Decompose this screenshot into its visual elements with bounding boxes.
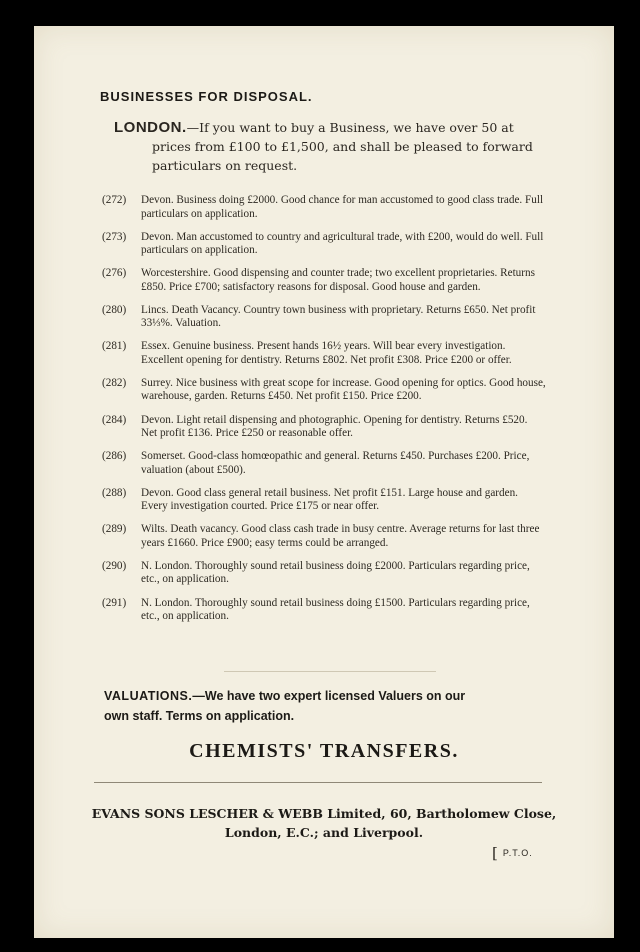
listing-item [102,340,546,367]
listing-number: (289) [102,523,127,536]
listing-item [102,414,546,441]
valuations-line-2: own staff. Terms on application. [104,709,295,723]
listing-item [102,450,546,477]
listing-text: Devon. Man accustomed to country and agricultural trade, with £200, would do well. Full particulars on application. [141,230,544,257]
listing-text: Somerset. Good-class homœopathic and general. Returns £450. Purchases £200. Price, valuation (about £500). [141,450,530,476]
listing-number: (282) [102,376,127,389]
section-divider-short [224,671,436,672]
business-listings [102,194,546,633]
listing-item [102,377,546,404]
intro-line-1: —If you want to buy a Business, we have over 50 at [186,120,514,135]
listing-text: Devon. Good class general retail business. Net profit £151. Large house and garden. Every investigation courted. Price £175 or near offer. [141,486,518,513]
firm-line-2: London, E.C.; and Liverpool. [224,825,424,840]
chemists-transfers-title: CHEMISTS' TRANSFERS. [189,740,459,762]
page-heading: BUSINESSES FOR DISPOSAL. [100,89,313,104]
listing-text: Essex. Genuine business. Present hands 16½ years. Will bear every investigation. Excellent opening for dentistry. Returns £802. Net profit £308. Price £200 or offer. [141,340,512,366]
listing-number: (284) [102,413,127,426]
valuations-notice [104,686,544,726]
listing-item [102,560,546,587]
listing-number: (272) [102,194,127,206]
pto-text: P.T.O. [502,848,533,858]
listing-number: (291) [102,596,127,609]
listing-number: (290) [102,559,127,572]
listing-item [102,304,546,331]
intro-line-2: prices from £100 to £1,500, and shall be pleased to forward [152,139,533,154]
listing-number: (273) [102,230,127,243]
listing-number: (281) [102,340,127,353]
please-turn-over-note [492,844,533,862]
listing-item [102,267,546,294]
listing-text: Worcestershire. Good dispensing and counter trade; two excellent proprietaries. Returns £850. Price £700; satisfactory reasons for disposal. Good house and garden. [141,267,535,293]
listing-item [102,231,546,258]
listing-text: Lincs. Death Vacancy. Country town business with proprietary. Returns £650. Net profit 33⅓%. Valuation. [141,303,536,330]
listing-text: Surrey. Nice business with great scope for increase. Good opening for optics. Good house, warehouse, garden. Returns £450. Net profit £150. Price £200. [141,376,546,403]
listing-text: N. London. Thoroughly sound retail business doing £1500. Particulars regarding price, etc., on application. [141,596,530,623]
listing-number: (280) [102,303,127,316]
london-intro [114,118,544,175]
listing-number: (288) [102,486,127,499]
section-divider-long [94,782,542,783]
valuations-label: VALUATIONS. [104,689,193,703]
intro-line-3: particulars on request. [152,158,298,173]
firm-line-1: EVANS SONS LESCHER & WEBB Limited, 60, Bartholomew Close, [91,806,557,821]
listing-text: Wilts. Death vacancy. Good class cash trade in busy centre. Average returns for last three years £1660. Price £900; easy terms could be arranged. [141,523,540,549]
listing-item [102,487,546,514]
listing-text: Devon. Light retail dispensing and photographic. Opening for dentistry. Returns £520. Net profit £136. Price £250 or reasonable offer. [141,413,528,440]
listing-item [102,597,546,624]
pto-bracket: [ [492,844,499,862]
listing-text: Devon. Business doing £2000. Good chance for man accustomed to good class trade. Full particulars on application. [141,194,544,220]
document-page [34,26,614,938]
listing-number: (286) [102,450,127,463]
listing-item [102,194,546,221]
listing-text: N. London. Thoroughly sound retail business doing £2000. Particulars regarding price, etc., on application. [141,559,530,586]
firm-address [74,804,574,842]
listing-number: (276) [102,267,127,280]
valuations-line-1: —We have two expert licensed Valuers on our [192,689,466,703]
listing-item [102,523,546,550]
intro-city: LONDON. [114,119,187,136]
